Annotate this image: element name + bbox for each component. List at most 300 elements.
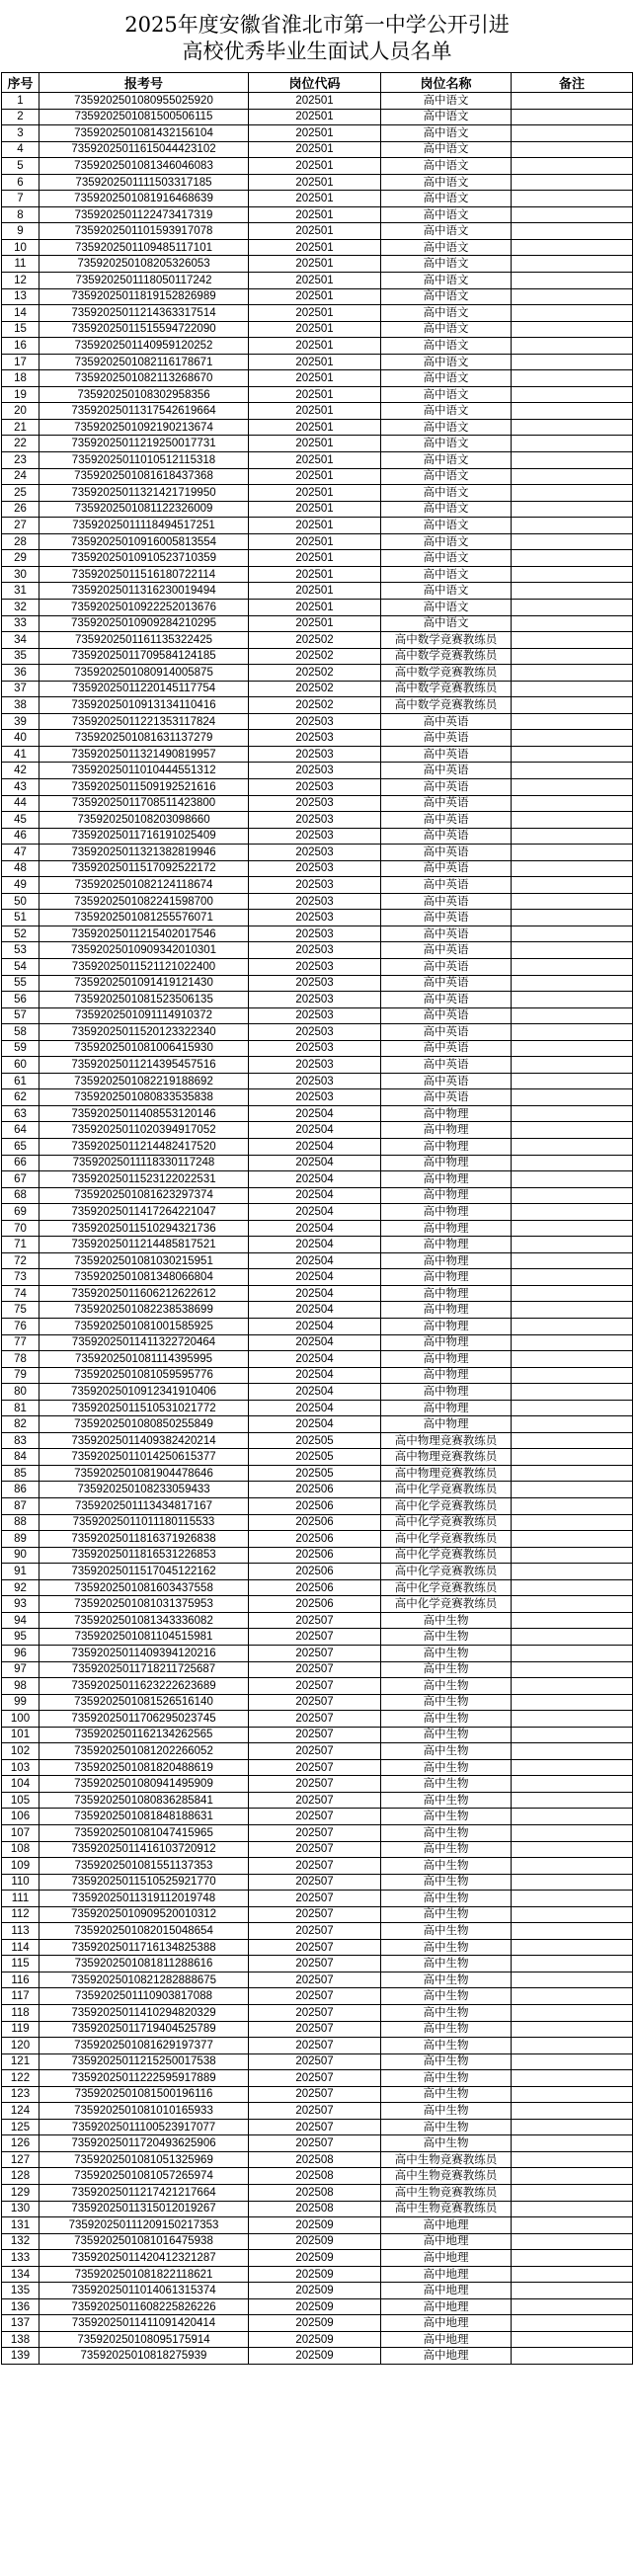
cell-position-name: 高中数学竞赛教练员 xyxy=(381,632,512,649)
document-title-line1: 2025年度安徽省淮北市第一中学公开引进 xyxy=(124,13,510,37)
cell-registration-number: 73592025011708511423800 xyxy=(40,795,249,812)
cell-position-code: 202503 xyxy=(249,812,381,829)
cell-remarks xyxy=(512,1155,633,1171)
cell-index: 35 xyxy=(2,648,40,665)
cell-position-code: 202501 xyxy=(249,239,381,256)
cell-remarks xyxy=(512,1384,633,1401)
cell-position-name: 高中地理 xyxy=(381,2283,512,2299)
cell-registration-number: 7359202501082116178671 xyxy=(40,354,249,370)
table-row xyxy=(2,93,633,110)
cell-index: 105 xyxy=(2,1792,40,1809)
cell-registration-number: 7359202501161135322425 xyxy=(40,632,249,649)
cell-remarks xyxy=(512,1972,633,1988)
cell-index: 42 xyxy=(2,763,40,779)
cell-index: 125 xyxy=(2,2119,40,2135)
cell-index: 112 xyxy=(2,1906,40,1923)
cell-remarks xyxy=(512,2348,633,2365)
cell-position-code: 202503 xyxy=(249,910,381,926)
cell-position-code: 202507 xyxy=(249,1792,381,1809)
cell-registration-number: 7359202501101593917078 xyxy=(40,223,249,240)
cell-registration-number: 73592025011716134825388 xyxy=(40,1939,249,1956)
cell-index: 138 xyxy=(2,2331,40,2348)
cell-remarks xyxy=(512,713,633,730)
cell-remarks xyxy=(512,1171,633,1188)
cell-position-name: 高中语文 xyxy=(381,338,512,355)
cell-index: 87 xyxy=(2,1498,40,1515)
cell-position-code: 202507 xyxy=(249,1988,381,2005)
cell-registration-number: 73592025011215250017538 xyxy=(40,2053,249,2070)
cell-position-code: 202501 xyxy=(249,501,381,518)
cell-position-code: 202507 xyxy=(249,1711,381,1728)
cell-index: 100 xyxy=(2,1711,40,1728)
cell-remarks xyxy=(512,1612,633,1629)
cell-registration-number: 73592025010922252013676 xyxy=(40,599,249,615)
cell-registration-number: 73592025010916005813554 xyxy=(40,533,249,550)
table-row xyxy=(2,697,633,714)
cell-registration-number: 73592025011720493625906 xyxy=(40,2135,249,2152)
table-row xyxy=(2,1171,633,1188)
cell-registration-number: 73592025011215402017546 xyxy=(40,926,249,942)
table-row xyxy=(2,1988,633,2005)
cell-registration-number: 73592025011510525921770 xyxy=(40,1874,249,1891)
cell-registration-number: 73592025011319112019748 xyxy=(40,1891,249,1907)
cell-position-code: 202506 xyxy=(249,1547,381,1564)
cell-index: 127 xyxy=(2,2151,40,2168)
cell-position-code: 202507 xyxy=(249,1776,381,1793)
cell-remarks xyxy=(512,795,633,812)
cell-registration-number: 7359202501082113268670 xyxy=(40,370,249,387)
cell-position-name: 高中英语 xyxy=(381,746,512,763)
cell-registration-number: 73592025011409382420214 xyxy=(40,1432,249,1449)
table-row xyxy=(2,778,633,795)
table-row xyxy=(2,566,633,583)
cell-index: 21 xyxy=(2,419,40,436)
cell-remarks xyxy=(512,1187,633,1204)
cell-remarks xyxy=(512,1645,633,1661)
table-row xyxy=(2,2233,633,2250)
table-row xyxy=(2,1416,633,1433)
cell-index: 124 xyxy=(2,2103,40,2120)
cell-remarks xyxy=(512,1743,633,1760)
table-row xyxy=(2,223,633,240)
cell-registration-number: 73592025011316230019494 xyxy=(40,583,249,600)
cell-registration-number: 73592025011819152826989 xyxy=(40,288,249,305)
cell-position-code: 202508 xyxy=(249,2151,381,2168)
cell-position-code: 202507 xyxy=(249,1824,381,1841)
header-position-name: 岗位名称 xyxy=(381,73,512,93)
cell-position-code: 202504 xyxy=(249,1302,381,1319)
cell-registration-number: 7359202501081916468639 xyxy=(40,191,249,207)
cell-position-code: 202501 xyxy=(249,125,381,142)
cell-index: 12 xyxy=(2,273,40,289)
cell-index: 63 xyxy=(2,1105,40,1122)
cell-position-code: 202503 xyxy=(249,1073,381,1089)
cell-registration-number: 7359202501081255576071 xyxy=(40,910,249,926)
cell-registration-number: 73592025011719404525789 xyxy=(40,2021,249,2038)
cell-remarks xyxy=(512,386,633,403)
cell-position-code: 202501 xyxy=(249,485,381,502)
table-row xyxy=(2,1564,633,1580)
cell-registration-number: 7359202501080836285841 xyxy=(40,1792,249,1809)
cell-registration-number: 73592025011100523917077 xyxy=(40,2119,249,2135)
cell-position-code: 202507 xyxy=(249,2053,381,2070)
cell-position-name: 高中语文 xyxy=(381,93,512,110)
cell-registration-number: 7359202501080914005875 xyxy=(40,665,249,682)
table-row xyxy=(2,1139,633,1156)
cell-position-code: 202507 xyxy=(249,2103,381,2120)
cell-position-name: 高中生物 xyxy=(381,1891,512,1907)
cell-position-code: 202504 xyxy=(249,1400,381,1416)
cell-index: 80 xyxy=(2,1384,40,1401)
cell-position-code: 202507 xyxy=(249,1743,381,1760)
cell-position-code: 202501 xyxy=(249,288,381,305)
cell-position-code: 202501 xyxy=(249,273,381,289)
cell-position-name: 高中地理 xyxy=(381,2250,512,2267)
cell-remarks xyxy=(512,2053,633,2070)
table-row xyxy=(2,174,633,191)
cell-position-name: 高中英语 xyxy=(381,1089,512,1106)
table-row xyxy=(2,1596,633,1613)
cell-index: 109 xyxy=(2,1858,40,1875)
cell-index: 131 xyxy=(2,2217,40,2234)
cell-position-name: 高中英语 xyxy=(381,828,512,845)
cell-remarks xyxy=(512,926,633,942)
cell-position-code: 202501 xyxy=(249,599,381,615)
cell-registration-number: 7359202501080955025920 xyxy=(40,93,249,110)
cell-registration-number: 73592025011011180115533 xyxy=(40,1514,249,1531)
cell-position-code: 202501 xyxy=(249,615,381,632)
table-row xyxy=(2,1759,633,1776)
table-row xyxy=(2,109,633,125)
table-row xyxy=(2,893,633,910)
table-row xyxy=(2,926,633,942)
cell-registration-number: 7359202501080941495909 xyxy=(40,1776,249,1793)
cell-registration-number: 73592025011409394120216 xyxy=(40,1645,249,1661)
cell-registration-number: 73592025011718211725687 xyxy=(40,1661,249,1678)
cell-registration-number: 73592025011408553120146 xyxy=(40,1105,249,1122)
table-row xyxy=(2,1612,633,1629)
cell-registration-number: 7359202501081122326009 xyxy=(40,501,249,518)
cell-position-code: 202507 xyxy=(249,1923,381,1940)
cell-registration-number: 7359202501081006415930 xyxy=(40,1040,249,1057)
cell-remarks xyxy=(512,1547,633,1564)
cell-position-code: 202506 xyxy=(249,1596,381,1613)
cell-registration-number: 7359202501111503317185 xyxy=(40,174,249,191)
cell-remarks xyxy=(512,1564,633,1580)
cell-registration-number: 7359202501080833535838 xyxy=(40,1089,249,1106)
table-row xyxy=(2,338,633,355)
cell-position-code: 202503 xyxy=(249,860,381,877)
cell-remarks xyxy=(512,338,633,355)
candidate-table xyxy=(1,72,633,2365)
cell-registration-number: 73592025011517092522172 xyxy=(40,860,249,877)
table-row xyxy=(2,1579,633,1596)
cell-position-code: 202503 xyxy=(249,877,381,894)
cell-registration-number: 7359202501081618437368 xyxy=(40,468,249,485)
cell-position-code: 202501 xyxy=(249,338,381,355)
cell-position-name: 高中物理 xyxy=(381,1187,512,1204)
cell-index: 7 xyxy=(2,191,40,207)
cell-position-code: 202501 xyxy=(249,109,381,125)
cell-position-code: 202503 xyxy=(249,746,381,763)
cell-remarks xyxy=(512,877,633,894)
cell-position-name: 高中物理 xyxy=(381,1351,512,1368)
cell-position-name: 高中化学竞赛教练员 xyxy=(381,1547,512,1564)
cell-position-code: 202503 xyxy=(249,975,381,992)
header-registration-number: 报考号 xyxy=(40,73,249,93)
cell-remarks xyxy=(512,1220,633,1237)
cell-index: 8 xyxy=(2,206,40,223)
cell-position-name: 高中数学竞赛教练员 xyxy=(381,665,512,682)
cell-remarks xyxy=(512,191,633,207)
cell-position-code: 202502 xyxy=(249,632,381,649)
cell-position-name: 高中生物 xyxy=(381,2086,512,2103)
cell-position-name: 高中化学竞赛教练员 xyxy=(381,1531,512,1548)
cell-remarks xyxy=(512,239,633,256)
cell-position-name: 高中地理 xyxy=(381,2233,512,2250)
cell-position-name: 高中语文 xyxy=(381,141,512,158)
cell-position-name: 高中英语 xyxy=(381,1024,512,1041)
cell-position-name: 高中语文 xyxy=(381,436,512,452)
cell-remarks xyxy=(512,223,633,240)
cell-position-code: 202504 xyxy=(249,1155,381,1171)
table-row xyxy=(2,158,633,175)
cell-position-name: 高中物理 xyxy=(381,1416,512,1433)
cell-index: 5 xyxy=(2,158,40,175)
cell-remarks xyxy=(512,2201,633,2217)
cell-index: 69 xyxy=(2,1204,40,1221)
cell-position-name: 高中生物 xyxy=(381,1759,512,1776)
cell-remarks xyxy=(512,942,633,959)
cell-remarks xyxy=(512,2070,633,2087)
table-row xyxy=(2,305,633,322)
cell-index: 26 xyxy=(2,501,40,518)
cell-position-name: 高中英语 xyxy=(381,877,512,894)
cell-index: 3 xyxy=(2,125,40,142)
cell-index: 91 xyxy=(2,1564,40,1580)
cell-registration-number: 73592025011509192521616 xyxy=(40,778,249,795)
cell-position-name: 高中物理 xyxy=(381,1302,512,1319)
table-row xyxy=(2,1285,633,1302)
cell-position-code: 202507 xyxy=(249,1629,381,1646)
cell-position-name: 高中化学竞赛教练员 xyxy=(381,1579,512,1596)
cell-index: 89 xyxy=(2,1531,40,1548)
cell-position-name: 高中语文 xyxy=(381,305,512,322)
cell-index: 130 xyxy=(2,2201,40,2217)
cell-index: 120 xyxy=(2,2038,40,2054)
cell-remarks xyxy=(512,2151,633,2168)
table-row xyxy=(2,501,633,518)
cell-registration-number: 7359202501081551137353 xyxy=(40,1858,249,1875)
cell-position-name: 高中语文 xyxy=(381,256,512,273)
cell-registration-number: 7359202501081016475938 xyxy=(40,2233,249,2250)
cell-registration-number: 7359202501082241598700 xyxy=(40,893,249,910)
cell-registration-number: 7359202501162134262565 xyxy=(40,1727,249,1743)
table-row xyxy=(2,321,633,338)
cell-registration-number: 7359202501081820488619 xyxy=(40,1759,249,1776)
table-row xyxy=(2,1334,633,1351)
table-row xyxy=(2,665,633,682)
table-row xyxy=(2,877,633,894)
cell-index: 116 xyxy=(2,1972,40,1988)
table-row xyxy=(2,354,633,370)
table-row xyxy=(2,2201,633,2217)
table-row xyxy=(2,713,633,730)
cell-remarks xyxy=(512,206,633,223)
cell-position-code: 202503 xyxy=(249,992,381,1008)
table-row xyxy=(2,1432,633,1449)
cell-position-code: 202504 xyxy=(249,1187,381,1204)
cell-position-name: 高中物理竞赛教练员 xyxy=(381,1465,512,1482)
cell-position-name: 高中英语 xyxy=(381,730,512,747)
cell-position-name: 高中语文 xyxy=(381,354,512,370)
table-row xyxy=(2,1073,633,1089)
cell-registration-number: 7359202501082238538699 xyxy=(40,1302,249,1319)
cell-remarks xyxy=(512,1988,633,2005)
cell-index: 36 xyxy=(2,665,40,682)
table-row xyxy=(2,1514,633,1531)
cell-remarks xyxy=(512,2038,633,2054)
table-row xyxy=(2,1482,633,1498)
cell-position-name: 高中生物 xyxy=(381,1661,512,1678)
table-row xyxy=(2,2315,633,2332)
cell-remarks xyxy=(512,109,633,125)
cell-remarks xyxy=(512,665,633,682)
table-row xyxy=(2,550,633,567)
table-row xyxy=(2,992,633,1008)
cell-position-name: 高中地理 xyxy=(381,2315,512,2332)
cell-index: 108 xyxy=(2,1841,40,1858)
cell-remarks xyxy=(512,1285,633,1302)
table-row xyxy=(2,533,633,550)
cell-position-code: 202501 xyxy=(249,191,381,207)
cell-remarks xyxy=(512,2250,633,2267)
cell-position-code: 202503 xyxy=(249,1057,381,1074)
cell-index: 60 xyxy=(2,1057,40,1074)
cell-position-code: 202507 xyxy=(249,1939,381,1956)
cell-remarks xyxy=(512,1596,633,1613)
cell-position-name: 高中英语 xyxy=(381,958,512,975)
cell-remarks xyxy=(512,1858,633,1875)
cell-registration-number: 73592025011315012019267 xyxy=(40,2201,249,2217)
cell-position-name: 高中语文 xyxy=(381,288,512,305)
cell-registration-number: 73592025011510531021772 xyxy=(40,1400,249,1416)
table-row xyxy=(2,2004,633,2021)
table-row xyxy=(2,1727,633,1743)
table-row xyxy=(2,256,633,273)
cell-position-name: 高中生物 xyxy=(381,2135,512,2152)
cell-position-code: 202508 xyxy=(249,2185,381,2202)
cell-remarks xyxy=(512,1252,633,1269)
cell-position-code: 202504 xyxy=(249,1285,381,1302)
cell-remarks xyxy=(512,141,633,158)
cell-position-name: 高中生物竞赛教练员 xyxy=(381,2185,512,2202)
cell-index: 51 xyxy=(2,910,40,926)
cell-position-code: 202504 xyxy=(249,1105,381,1122)
cell-index: 32 xyxy=(2,599,40,615)
cell-position-name: 高中化学竞赛教练员 xyxy=(381,1498,512,1515)
cell-remarks xyxy=(512,1678,633,1695)
table-row xyxy=(2,485,633,502)
cell-position-name: 高中语文 xyxy=(381,321,512,338)
table-row xyxy=(2,1367,633,1384)
cell-remarks xyxy=(512,1824,633,1841)
cell-index: 58 xyxy=(2,1024,40,1041)
table-row xyxy=(2,1547,633,1564)
cell-position-name: 高中英语 xyxy=(381,1073,512,1089)
table-row xyxy=(2,1858,633,1875)
cell-position-code: 202507 xyxy=(249,2086,381,2103)
table-row xyxy=(2,860,633,877)
cell-remarks xyxy=(512,158,633,175)
cell-index: 103 xyxy=(2,1759,40,1776)
cell-position-name: 高中生物 xyxy=(381,1792,512,1809)
header-index: 序号 xyxy=(2,73,40,93)
cell-position-name: 高中生物 xyxy=(381,1612,512,1629)
cell-remarks xyxy=(512,893,633,910)
cell-position-code: 202509 xyxy=(249,2233,381,2250)
cell-remarks xyxy=(512,697,633,714)
table-row xyxy=(2,1400,633,1416)
cell-registration-number: 73592025011716191025409 xyxy=(40,828,249,845)
cell-remarks xyxy=(512,1465,633,1482)
cell-registration-number: 73592025011709584124185 xyxy=(40,648,249,665)
cell-position-code: 202504 xyxy=(249,1220,381,1237)
cell-registration-number: 73592025011118494517251 xyxy=(40,518,249,534)
cell-index: 97 xyxy=(2,1661,40,1678)
cell-index: 34 xyxy=(2,632,40,649)
cell-remarks xyxy=(512,2233,633,2250)
cell-position-code: 202502 xyxy=(249,697,381,714)
cell-position-name: 高中生物竞赛教练员 xyxy=(381,2151,512,2168)
cell-index: 121 xyxy=(2,2053,40,2070)
cell-position-code: 202501 xyxy=(249,206,381,223)
table-row xyxy=(2,958,633,975)
cell-index: 123 xyxy=(2,2086,40,2103)
cell-index: 25 xyxy=(2,485,40,502)
cell-index: 66 xyxy=(2,1155,40,1171)
cell-remarks xyxy=(512,2135,633,2152)
cell-remarks xyxy=(512,273,633,289)
cell-position-code: 202509 xyxy=(249,2217,381,2234)
cell-position-code: 202507 xyxy=(249,1891,381,1907)
cell-remarks xyxy=(512,403,633,420)
cell-registration-number: 7359202501081811288616 xyxy=(40,1956,249,1972)
cell-registration-number: 735920250108205326053 xyxy=(40,256,249,273)
cell-position-code: 202507 xyxy=(249,1874,381,1891)
table-row xyxy=(2,730,633,747)
cell-registration-number: 73592025011321382819946 xyxy=(40,845,249,861)
cell-position-name: 高中英语 xyxy=(381,926,512,942)
cell-registration-number: 7359202501122473417319 xyxy=(40,206,249,223)
table-row xyxy=(2,1809,633,1825)
cell-registration-number: 73592025011510294321736 xyxy=(40,1220,249,1237)
cell-position-code: 202509 xyxy=(249,2315,381,2332)
cell-index: 99 xyxy=(2,1694,40,1711)
cell-index: 1 xyxy=(2,93,40,110)
cell-remarks xyxy=(512,1122,633,1139)
cell-registration-number: 73592025011020394917052 xyxy=(40,1122,249,1139)
cell-index: 67 xyxy=(2,1171,40,1188)
cell-index: 107 xyxy=(2,1824,40,1841)
cell-remarks xyxy=(512,1514,633,1531)
cell-index: 2 xyxy=(2,109,40,125)
cell-registration-number: 7359202501081001585925 xyxy=(40,1319,249,1335)
cell-remarks xyxy=(512,1579,633,1596)
cell-index: 93 xyxy=(2,1596,40,1613)
cell-remarks xyxy=(512,2217,633,2234)
cell-remarks xyxy=(512,1139,633,1156)
